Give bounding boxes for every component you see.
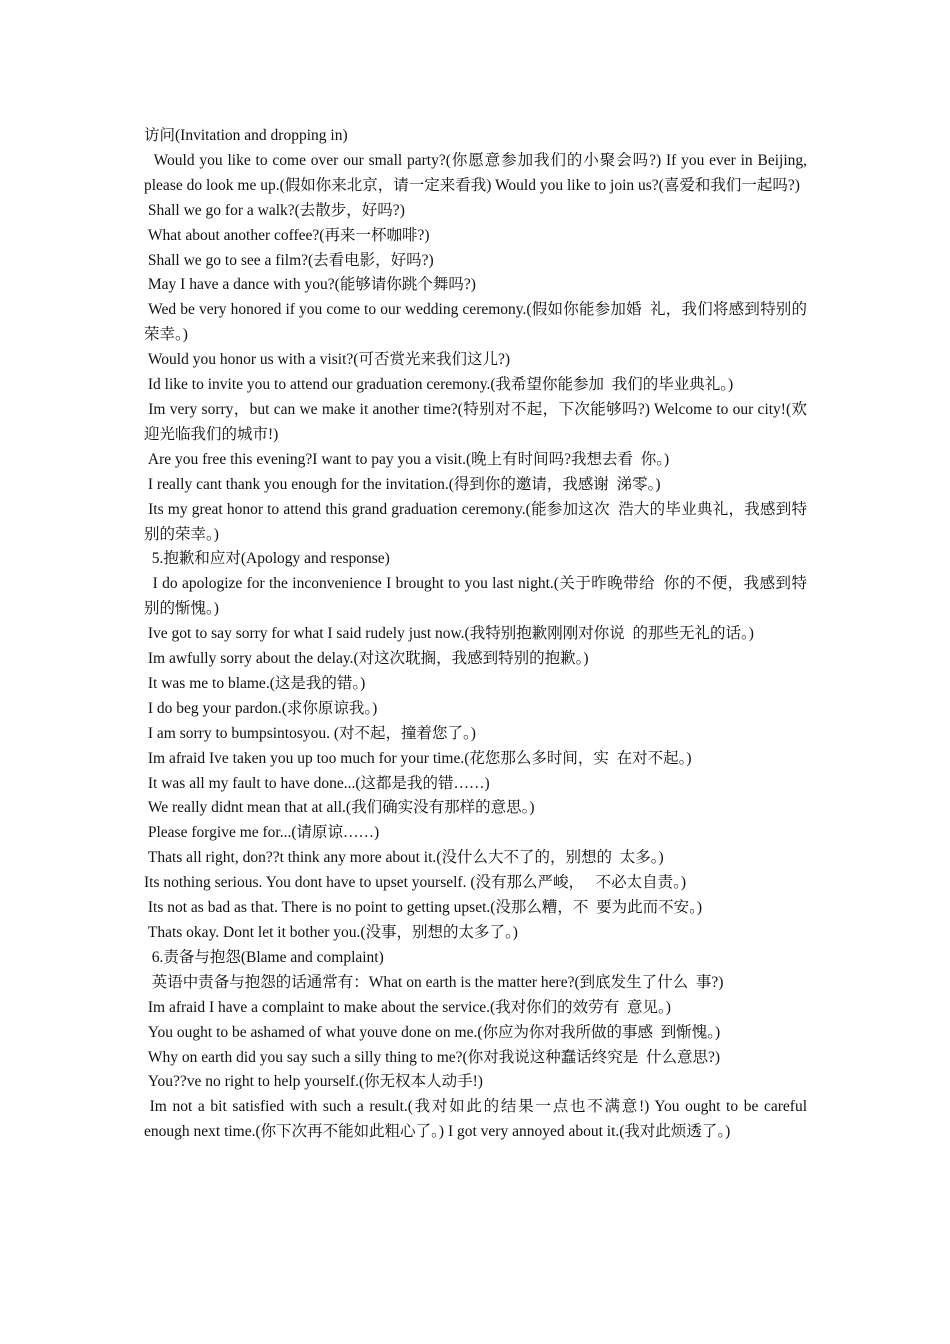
paragraph: We really didnt mean that at all.(我们确实没有那样的意思。): [144, 799, 535, 817]
paragraph: Im not a bit satisfied with such a result.(我对如此的结果一点也不满意!) You ought to be careful enough next time.(你下次再不能如此粗心了。) I got very annoyed about it.(我对此烦透了。): [144, 1098, 811, 1141]
paragraph: Im awfully sorry about the delay.(对这次耽搁，我感到特别的抱歉。): [144, 650, 589, 668]
paragraph: Its my great honor to attend this grand graduation ceremony.(能参加这次 浩大的毕业典礼，我感到特别的荣幸。): [144, 500, 808, 543]
section-heading-invitation: 访问(Invitation and dropping in): [144, 127, 348, 144]
paragraph: I really cant thank you enough for the invitation.(得到你的邀请，我感谢 涕零。): [144, 475, 661, 493]
paragraph: You ought to be ashamed of what youve done on me.(你应为你对我所做的事感 到惭愧。): [144, 1023, 721, 1041]
paragraph: Ive got to say sorry for what I said rudely just now.(我特别抱歉刚刚对你说 的那些无礼的话。): [144, 625, 754, 643]
paragraph: Are you free this evening?I want to pay you a visit.(晚上有时间吗?我想去看 你。): [144, 450, 670, 468]
paragraph: Shall we go to see a film?(去看电影，好吗?): [144, 251, 434, 269]
paragraph: You??ve no right to help yourself.(你无权本人动手!): [144, 1073, 483, 1091]
paragraph: Please forgive me for...(请原谅……): [144, 824, 380, 842]
paragraph: Id like to invite you to attend our graduation ceremony.(我希望你能参加 我们的毕业典礼。): [144, 376, 734, 394]
paragraph: I do apologize for the inconvenience I brought to you last night.(关于昨晚带给 你的不便，我感到特别的惭愧。): [144, 575, 807, 618]
paragraph: Im afraid Ive taken you up too much for your time.(花您那么多时间，实 在对不起。): [144, 749, 692, 767]
paragraph: It was all my fault to have done...(这都是我的错……): [144, 774, 490, 792]
paragraph: I do beg your pardon.(求你原谅我。): [144, 699, 378, 717]
paragraph: Thats all right, don??t think any more about it.(没什么大不了的，别想的 太多。): [144, 849, 664, 867]
paragraph: Why on earth did you say such a silly thing to me?(你对我说这种蠢话终究是 什么意思?): [144, 1048, 721, 1066]
document-body: [144, 124, 811, 1145]
paragraph: Wed be very honored if you come to our wedding ceremony.(假如你能参加婚 礼，我们将感到特别的荣幸。): [144, 301, 808, 344]
paragraph: May I have a dance with you?(能够请你跳个舞吗?): [144, 276, 476, 294]
paragraph: 英语中责备与抱怨的话通常有：What on earth is the matter here?(到底发生了什么 事?): [144, 973, 724, 991]
section-heading-apology: 5.抱歉和应对(Apology and response): [144, 550, 390, 568]
paragraph: Would you like to come over our small party?(你愿意参加我们的小聚会吗?) If you ever in Beijing, please do look me up.(假如你来北京，请一定来看我) Would you like to join us?(喜爱和我们一起吗?): [144, 151, 811, 194]
paragraph: Im very sorry，but can we make it another time?(特别对不起，下次能够吗?) Welcome to our city!(欢迎光临我们的城市!): [144, 400, 808, 443]
paragraph: What about another coffee?(再来一杯咖啡?): [144, 226, 430, 244]
paragraph: Its nothing serious. You dont have to upset yourself. (没有那么严峻， 不必太自责。): [144, 874, 687, 892]
paragraph: Thats okay. Dont let it bother you.(没事，别想的太多了。): [144, 924, 518, 941]
paragraph: I am sorry to bumpsintosyou. (对不起，撞着您了。): [144, 724, 476, 742]
paragraph: Would you honor us with a visit?(可否赏光来我们这儿?): [144, 351, 510, 369]
section-heading-blame: 6.责备与抱怨(Blame and complaint): [144, 948, 384, 966]
paragraph: Im afraid I have a complaint to make about the service.(我对你们的效劳有 意见。): [144, 998, 671, 1016]
paragraph: It was me to blame.(这是我的错。): [144, 674, 366, 692]
paragraph: Its not as bad as that. There is no point to getting upset.(没那么糟，不 要为此而不安。): [144, 899, 703, 917]
paragraph: Shall we go for a walk?(去散步，好吗?): [144, 201, 405, 219]
